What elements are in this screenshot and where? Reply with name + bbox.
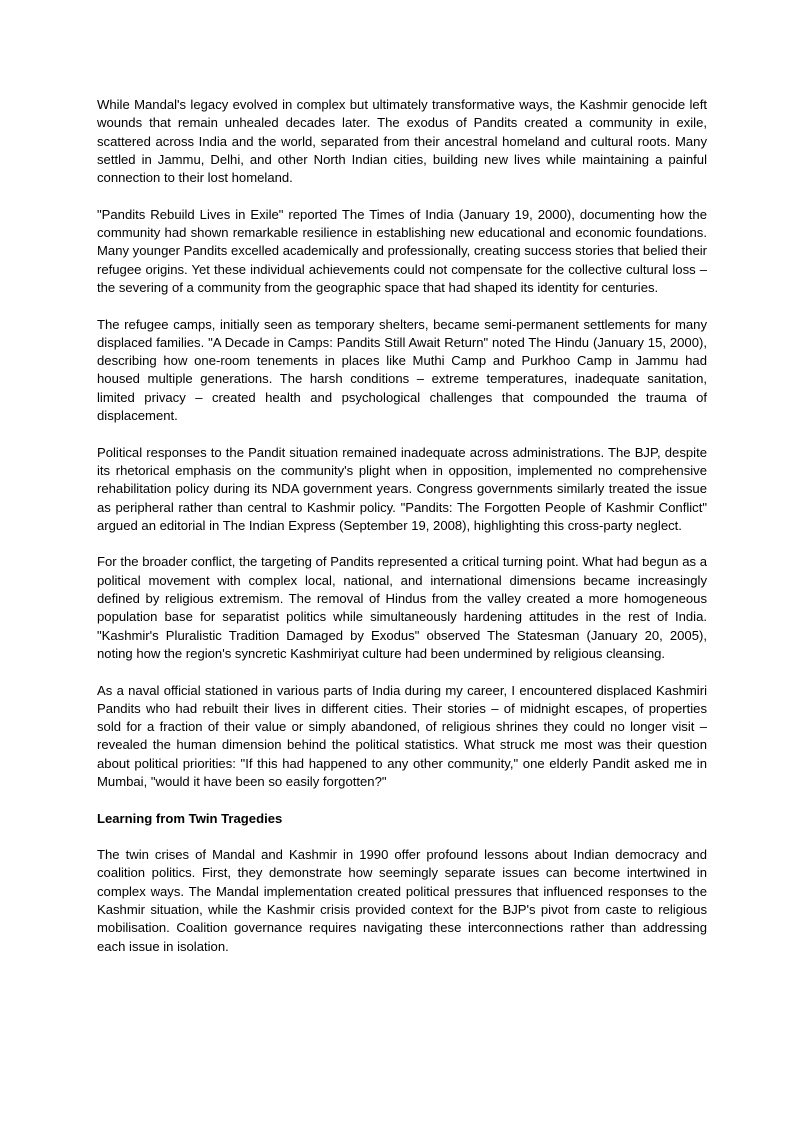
paragraph-political-responses: Political responses to the Pandit situation remained inadequate across administrations. The BJP, despite its rhetorical emphasis on the community's plight when in opposition, implemented no comprehensive rehabilitation policy during its NDA government years. Congress governments similarly treated the issue as peripheral rather than central to Kashmir policy. "Pandits: The Forgotten People of Kashmir Conflict" argued an editorial in The Indian Express (September 19, 2008), highlighting this cross-party neglect. [97, 444, 707, 533]
section-heading: Learning from Twin Tragedies [97, 810, 283, 826]
paragraph-naval-official: As a naval official stationed in various parts of India during my career, I encountered displaced Kashmiri Pandits who had rebuilt their lives in different cities. Their stories – of midnight escapes, of properties sold for a fraction of their value or simply abandoned, of religious shrines they could no longer visit – revealed the human dimension behind the political statistics. What struck me most was their question about political priorities: "If this had happened to any other community," one elderly Pandit asked me in Mumbai, "would it have been so easily forgotten?" [97, 682, 707, 789]
document-page [97, 96, 707, 974]
paragraph-mandal-legacy: While Mandal's legacy evolved in complex but ultimately transformative ways, the Kashmir genocide left wounds that remain unhealed decades later. The exodus of Pandits created a community in exile, scattered across India and the world, separated from their ancestral homeland and cultural roots. Many settled in Jammu, Delhi, and other North Indian cities, building new lives while maintaining a painful connection to their lost homeland. [97, 97, 707, 186]
paragraph-broader-conflict: For the broader conflict, the targeting of Pandits represented a critical turning point. What had begun as a political movement with complex local, national, and international dimensions became increasingly defined by religious extremism. The removal of Hindus from the valley created a more homogeneous population base for separatist politics while simultaneously hardening attitudes in the rest of India. "Kashmir's Pluralistic Tradition Damaged by Exodus" observed The Statesman (January 20, 2005), noting how the region's syncretic Kashmiriyat culture had been undermined by religious cleansing. [97, 554, 707, 661]
paragraph-refugee-camps: The refugee camps, initially seen as temporary shelters, became semi-permanent settlements for many displaced families. "A Decade in Camps: Pandits Still Await Return" noted The Hindu (January 15, 2000), describing how one-room tenements in places like Muthi Camp and Purkhoo Camp in Jammu had housed multiple generations. The harsh conditions – extreme temperatures, inadequate sanitation, limited privacy – created health and psychological challenges that compounded the trauma of displacement. [97, 316, 707, 424]
paragraph-pandits-rebuild: "Pandits Rebuild Lives in Exile" reported The Times of India (January 19, 2000), documenting how the community had shown remarkable resilience in establishing new educational and economic foundations. Many younger Pandits excelled academically and professionally, creating success stories that belied their refugee origins. Yet these individual achievements could not compensate for the collective cultural loss – the severing of a community from the geographic space that had shaped its identity for centuries. [97, 206, 707, 295]
paragraph-twin-crises: The twin crises of Mandal and Kashmir in 1990 offer profound lessons about Indian democracy and coalition politics. First, they demonstrate how seemingly separate issues can become intertwined in complex ways. The Mandal implementation created political pressures that influenced responses to the Kashmir situation, while the Kashmir crisis provided context for the BJP's pivot from caste to religious mobilisation. Coalition governance requires navigating these interconnections rather than addressing each issue in isolation. [97, 847, 707, 954]
